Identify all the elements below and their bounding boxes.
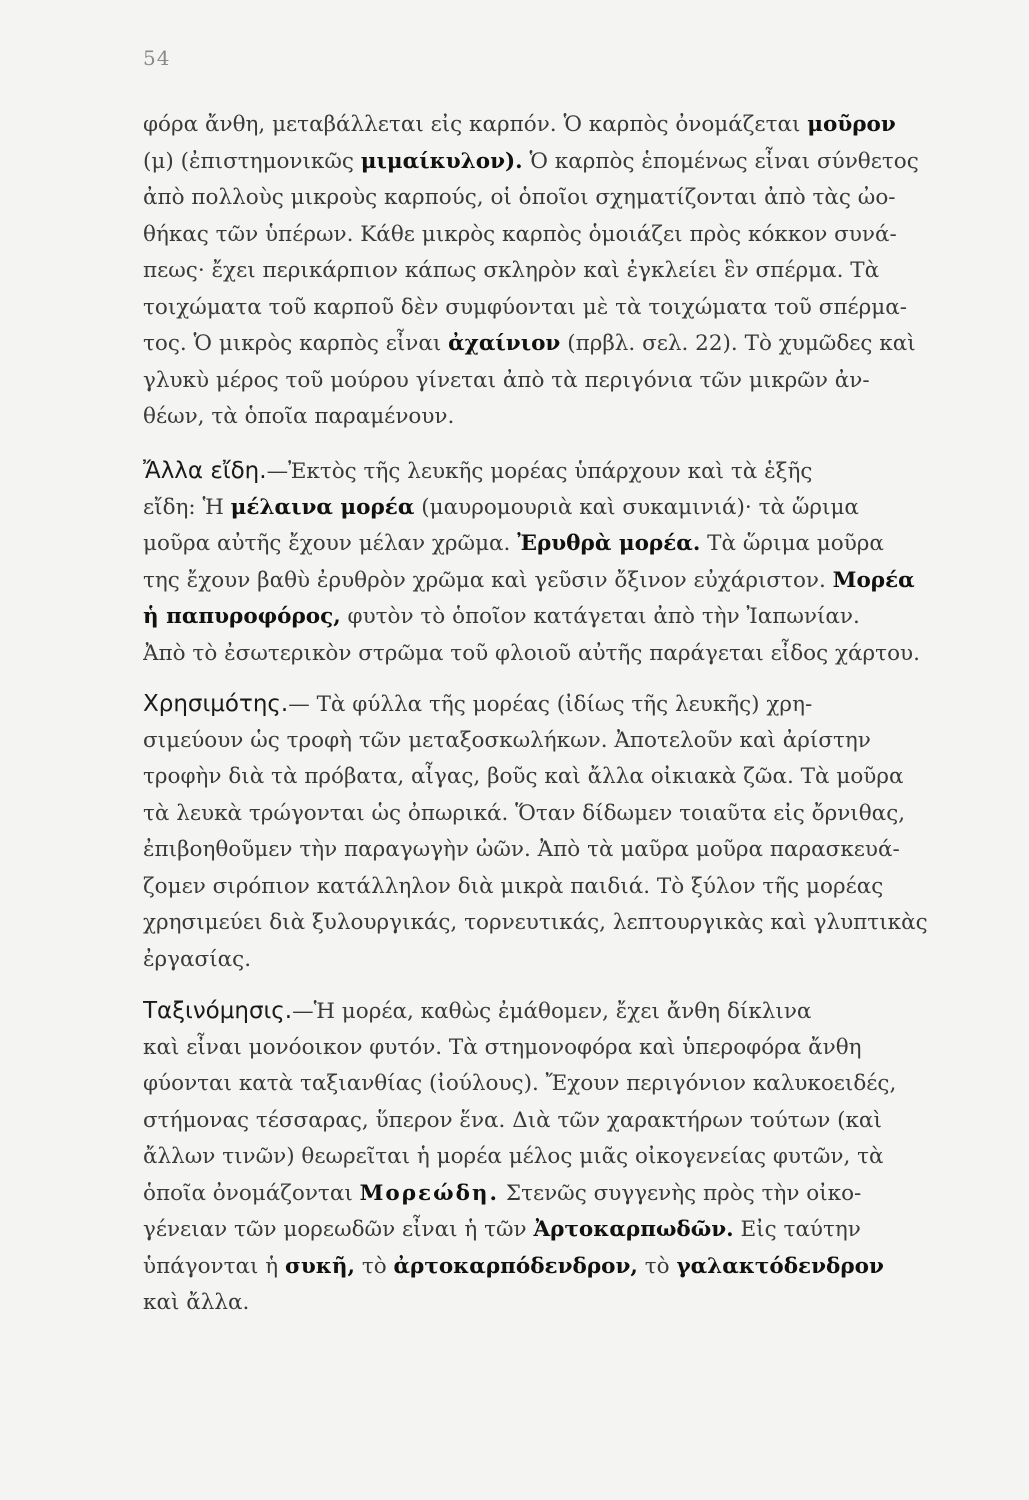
text-line: τος. Ὁ μικρὸς καρπὸς εἶναι ἀχαίνιον (πρβλ. σελ. 22). Τὸ χυμῶδες καὶ [143,331,916,356]
paragraph-fruit [143,107,988,436]
text-line: πεως· ἔχει περικάρπιον κάπως σκληρὸν καὶ ἐγκλείει ἓν σπέρμα. Τὰ [143,258,880,283]
term-artokarpode: Ἀρτοκαρπωδῶν. [533,1217,734,1242]
term-moreode: Μορεώδη. [359,1180,500,1206]
text-line: Χρησιμότης.— Τὰ φύλλα τῆς μορέας (ἰδίως τῆς λευκῆς) χρη- [143,691,813,717]
text-line: ἐργασίας. [143,946,252,972]
paragraph-classification [143,993,988,1322]
text-line: εἴδη: Ἡ μέλαινα μορέα (μαυρομουριὰ καὶ συκαμινιά)· τὰ ὥριμα [143,494,859,520]
term-achainion: ἀχαίνιον [448,331,561,356]
section-heading: Ἄλλα εἴδη. [143,458,267,484]
term-mimaikylon: μιμαίκυλον). [360,148,523,174]
text-line: καὶ ἄλλα. [143,1290,250,1315]
text-line: σιμεύουν ὡς τροφὴ τῶν μεταξοσκωλήκων. Ἀποτελοῦν καὶ ἀρίστην [143,727,871,753]
text-line: γένειαν τῶν μορεωδῶν εἶναι ἡ τῶν Ἀρτοκαρπωδῶν. Εἰς ταύτην [143,1217,861,1242]
term-melaina-morea: μέλαινα μορέα [230,494,415,520]
text-line: θήκας τῶν ὑπέρων. Κάθε μικρὸς καρπὸς ὁμοιάζει πρὸς κόκκον συνά- [143,221,897,247]
text-line: ἀπὸ πολλοὺς μικροὺς καρπούς, οἱ ὁποῖοι σχηματίζονται ἀπὸ τὰς ὠο- [143,185,896,210]
text-line: ἄλλων τινῶν) θεωρεῖται ἡ μορέα μέλος μιᾶς οἰκογενείας φυτῶν, τὰ [143,1144,884,1169]
section-heading: Ταξινόμησις. [143,998,293,1024]
page-number: 54 [143,46,171,70]
paragraph-usefulness [143,686,988,978]
text-line: μοῦρα αὐτῆς ἔχουν μέλαν χρῶμα. Ἐρυθρὰ μορέα. Τὰ ὥριμα μοῦρα [143,531,884,556]
section-heading: Χρησιμότης. [143,691,289,717]
text-line: χρησιμεύει διὰ ξυλουργικάς, τορνευτικάς, λεπτουργικὰς καὶ γλυπτικὰς [143,910,928,935]
text-line: ὁποῖα ὀνομάζονται Μορεώδη. Στενῶς συγγενὴς πρὸς τὴν οἰκο- [143,1180,862,1206]
term-morea: Μορέα [832,567,915,593]
text-line: φύονται κατὰ ταξιανθίας (ἰούλους). Ἔχουν περιγόνιον καλυκοειδές, [143,1071,897,1096]
text-line: τὰ λευκὰ τρώγονται ὡς ὀπωρικά. Ὅταν δίδωμεν τοιαῦτα εἰς ὄρνιθας, [143,800,906,826]
text-line: τοιχώματα τοῦ καρποῦ δὲν συμφύονται μὲ τὰ τοιχώματα τοῦ σπέρμα- [143,294,908,320]
text-line: τροφὴν διὰ τὰ πρόβατα, αἶγας, βοῦς καὶ ἄλλα οἰκιακὰ ζῶα. Τὰ μοῦρα [143,764,904,789]
text-line: ζομεν σιρόπιον κατάλληλον διὰ μικρὰ παιδιά. Τὸ ξύλον τῆς μορέας [143,873,884,899]
term-syki: συκῆ, [284,1253,355,1279]
text-line: Ἄλλα εἴδη.—Ἐκτὸς τῆς λευκῆς μορέας ὑπάρχουν καὶ τὰ ἑξῆς [143,458,813,484]
text-line: ἡ παπυροφόρος, φυτὸν τὸ ὁποῖον κατάγεται ἀπὸ τὴν Ἰαπωνίαν. [143,604,860,629]
text-line: της ἔχουν βαθὺ ἐρυθρὸν χρῶμα καὶ γεῦσιν ὄξινον εὐχάριστον. Μορέα [143,567,915,593]
text-line: ἐπιβοηθοῦμεν τὴν παραγωγὴν ὠῶν. Ἀπὸ τὰ μαῦρα μοῦρα παρασκευά- [143,837,900,862]
term-galaktodendron: γαλακτόδενδρον [676,1253,884,1279]
text-line: θέων, τὰ ὁποῖα παραμένουν. [143,404,455,429]
text-line: στήμονας τέσσαρας, ὕπερον ἕνα. Διὰ τῶν χαρακτήρων τούτων (καὶ [143,1107,882,1133]
text-line: καὶ εἶναι μονόοικον φυτόν. Τὰ στημονοφόρα καὶ ὑπεροφόρα ἄνθη [143,1034,862,1060]
term-artokarpodendron: ἀρτοκαρπόδενδρον, [393,1253,638,1279]
text-line: φόρα ἄνθη, μεταβάλλεται εἰς καρπόν. Ὁ καρπὸς ὀνομάζεται μοῦρον [143,112,896,137]
text-line: γλυκὺ μέρος τοῦ μούρου γίνεται ἀπὸ τὰ περιγόνια τῶν μικρῶν ἀν- [143,367,870,393]
term-papyrophoros: ἡ παπυροφόρος, [143,604,341,629]
paragraph-other-species [143,453,988,672]
term-mouron: μοῦρον [807,112,896,137]
text-line: Ἀπὸ τὸ ἐσωτερικὸν στρῶμα τοῦ φλοιοῦ αὐτῆς παράγεται εἶδος χάρτου. [143,640,920,666]
text-line: Ταξινόμησις.—Ἡ μορέα, καθὼς ἐμάθομεν, ἔχει ἄνθη δίκλινα [143,998,812,1024]
text-line: (μ) (ἐπιστημονικῶς μιμαίκυλον). Ὁ καρπὸς ἑπομένως εἶναι σύνθετος [143,148,919,174]
term-erythra-morea: Ἐρυθρὰ μορέα. [517,531,701,556]
text-line: ὑπάγονται ἡ συκῆ, τὸ ἀρτοκαρπόδενδρον, τὸ γαλακτόδενδρον [143,1253,884,1279]
